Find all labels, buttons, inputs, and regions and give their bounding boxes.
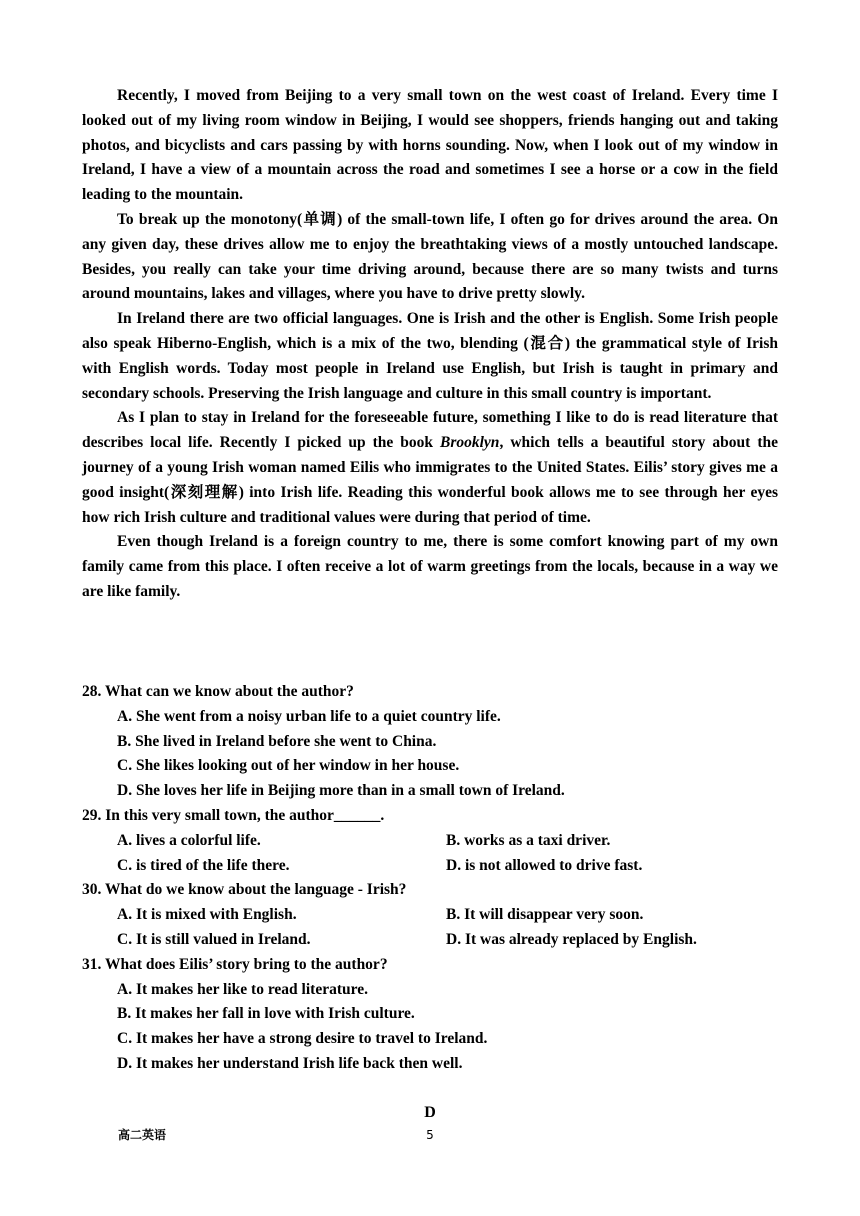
question-29	[82, 804, 778, 878]
question-stem: 31. What does Eilis’ story bring to the author?	[82, 955, 388, 973]
question-31	[82, 953, 778, 1077]
option-b: B. It makes her fall in love with Irish culture.	[117, 1005, 415, 1023]
footer-subject: 高二英语	[118, 1128, 167, 1142]
option-c: C. It is still valued in Ireland.	[117, 930, 311, 948]
option-b: B. She lived in Ireland before she went to China.	[117, 732, 437, 750]
option-d: D. It was already replaced by English.	[446, 930, 697, 948]
option-a: A. It makes her like to read literature.	[117, 980, 368, 998]
passage-paragraph-5: Even though Ireland is a foreign country to me, there is some comfort knowing part of my own family came from this place. I often receive a lot of warm greetings from the locals, because in a way we are like family.	[82, 533, 778, 600]
question-stem: 29. In this very small town, the author______.	[82, 806, 385, 824]
option-b: B. works as a taxi driver.	[446, 831, 611, 849]
option-b: B. It will disappear very soon.	[446, 906, 644, 924]
options-row-1	[82, 829, 778, 854]
paragraph-4-text-start: As I plan to stay in Ireland for the foreseeable future, something I like to do is read literature that describes local life. Recently I picked up the book	[82, 409, 778, 452]
passage-paragraph-4	[82, 406, 778, 530]
question-list	[82, 680, 778, 1077]
option-c: C. She likes looking out of her window in her house.	[117, 757, 460, 775]
option-a: A. She went from a noisy urban life to a quiet country life.	[117, 707, 501, 725]
option-c: C. is tired of the life there.	[117, 856, 290, 874]
option-d: D. is not allowed to drive fast.	[446, 856, 643, 874]
option-c: C. It makes her have a strong desire to travel to Ireland.	[117, 1030, 488, 1048]
option-a: A. It is mixed with English.	[117, 906, 297, 924]
passage-paragraph-1: Recently, I moved from Beijing to a very small town on the west coast of Ireland. Every time I looked out of my living room window in Beijing, I would see shoppers, friends hanging out and taking photos, and bicyclists and cars passing by with horns sounding. Now, when I look out of my window in Ireland, I have a view of a mountain across the road and sometimes I see a horse or a cow in the field leading to the mountain.	[82, 87, 778, 204]
passage-paragraph-2: To break up the monotony(单调) of the small-town life, I often go for drives around the area. On any given day, these drives allow me to enjoy the breathtaking views of a mostly untouched landscape. Besides, you really can take your time driving around, because there are so many twists and turns around mountains, lakes and villages, where you have to drive pretty slowly.	[82, 210, 778, 303]
page-number: 5	[426, 1128, 434, 1142]
passage-paragraph-3: In Ireland there are two official languages. One is Irish and the other is English. Some Irish people also speak Hiberno-English, which is a mix of the two, blending (混合) the grammatical style of Irish with English words. Today most people in Ireland use English, but Irish is taught in primary and secondary schools. Preserving the Irish language and culture in this small country is important.	[82, 310, 778, 402]
question-28	[82, 680, 778, 804]
book-title: Brooklyn	[440, 434, 500, 452]
reading-passage	[82, 84, 778, 605]
options-row-2	[82, 854, 778, 879]
options-row-2	[82, 928, 778, 953]
section-heading: D	[424, 1104, 436, 1121]
question-stem: 30. What do we know about the language - Irish?	[82, 881, 407, 899]
option-a: A. lives a colorful life.	[117, 831, 261, 849]
paragraph-4-text-end: , which tells a beautiful story about the journey of a young Irish woman named Eilis who immigrates to the United States. Eilis’ story gives me a good insight(深刻理解) into Irish life. Reading this wonderful book allows me to see through her eyes how rich Irish culture and traditional values were during that period of time.	[82, 434, 778, 526]
question-stem: 28. What can we know about the author?	[82, 683, 354, 700]
option-d: D. It makes her understand Irish life back then well.	[117, 1054, 463, 1072]
option-d: D. She loves her life in Beijing more than in a small town of Ireland.	[117, 782, 565, 800]
options-row-1	[82, 903, 778, 928]
question-30	[82, 878, 778, 952]
